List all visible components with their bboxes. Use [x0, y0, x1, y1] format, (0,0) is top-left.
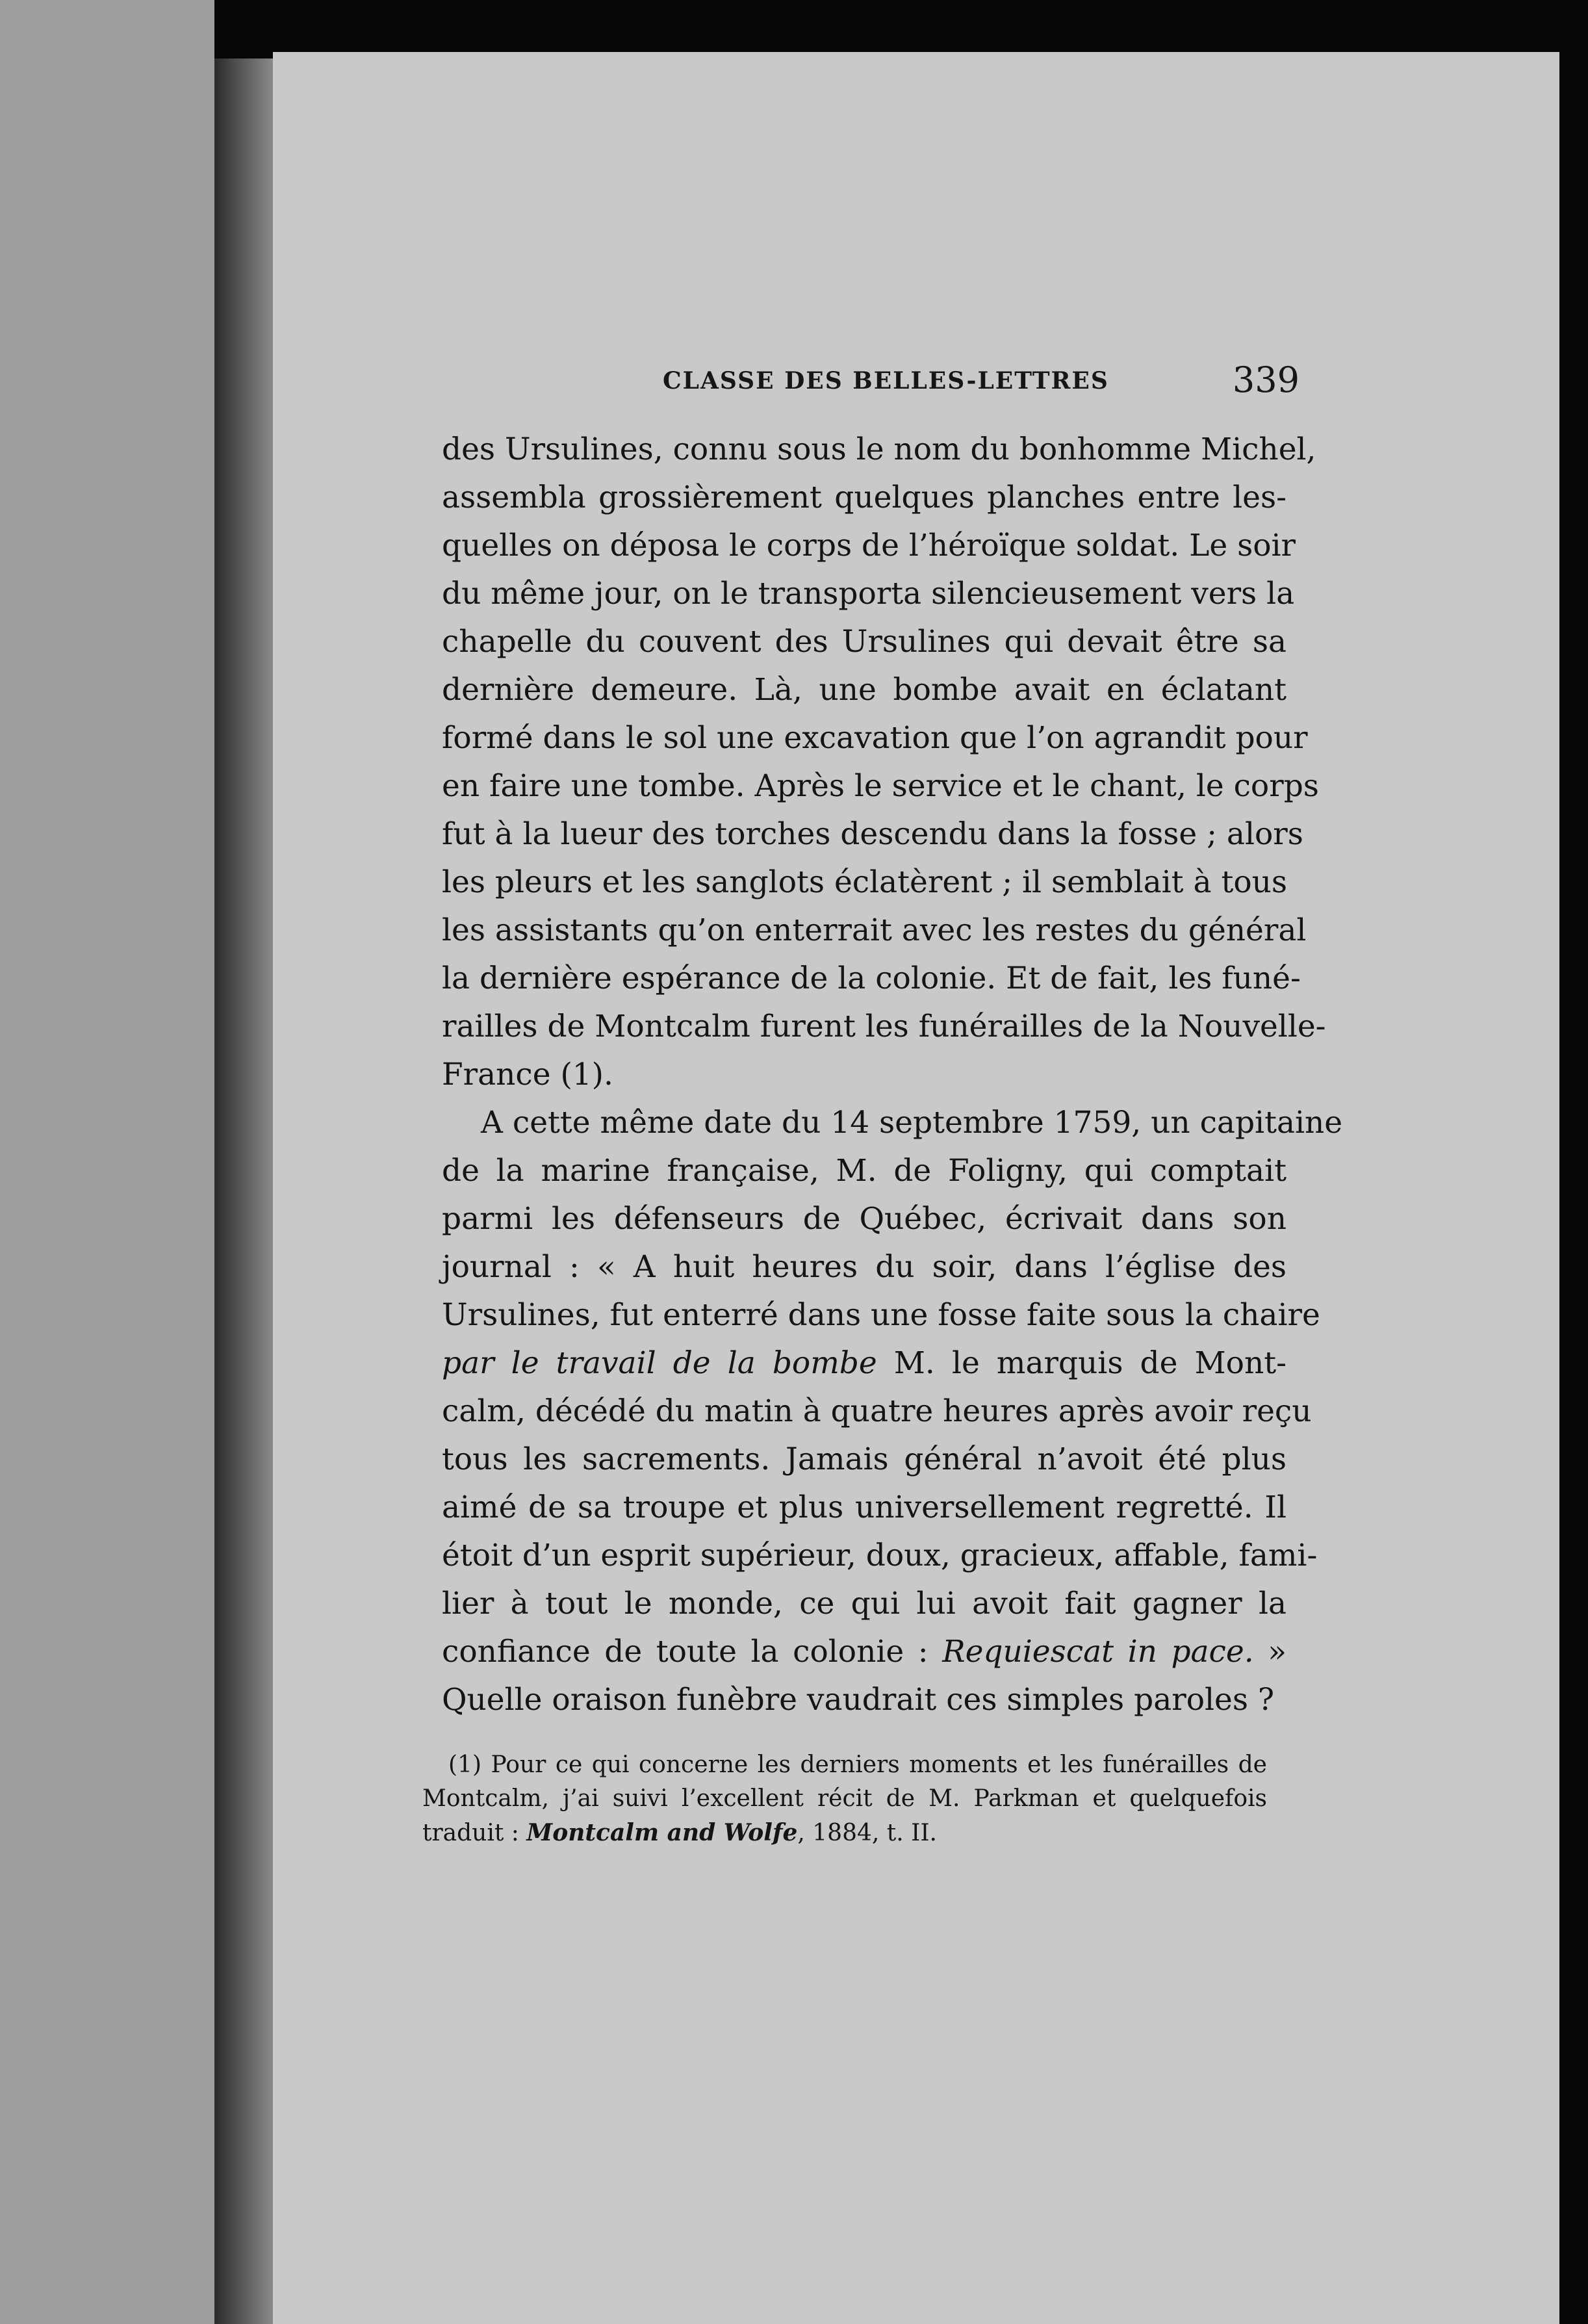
- text-line: dernière demeure. Là, une bombe avait en éclatant: [442, 672, 1287, 708]
- text-line: railles de Montcalm furent les funérailles de la Nouvelle-: [442, 1009, 1326, 1044]
- text-line: France (1).: [442, 1057, 613, 1092]
- text-line: Quelle oraison funèbre vaudrait ces simples paroles ?: [442, 1682, 1275, 1718]
- text-line: lier à tout le monde, ce qui lui avoit fait gagner la: [442, 1586, 1287, 1621]
- text-line: du même jour, on le transporta silencieusement vers la: [442, 576, 1295, 612]
- text-line: calm, décédé du matin à quatre heures après avoir reçu: [442, 1393, 1312, 1429]
- italic-book-title: Montcalm and Wolfe: [526, 1819, 798, 1846]
- footnote-line: Montcalm, j’ai suivi l’excellent récit de M. Parkman et quelquefois: [422, 1785, 1267, 1812]
- text-fragment: confiance de toute la colonie :: [442, 1634, 943, 1670]
- text-line: [442, 1628, 1287, 1676]
- text-line: Ursulines, fut enterré dans une fosse faite sous la chaire: [442, 1297, 1320, 1333]
- running-head: CLASSE DES BELLES-LETTRES: [663, 367, 1109, 394]
- footnote: [422, 1748, 1267, 1850]
- text-fragment: »: [1253, 1634, 1287, 1670]
- text-line: quelles on déposa le corps de l’héroïque soldat. Le soir: [442, 528, 1296, 563]
- text-line: A cette même date du 14 septembre 1759, un capitaine: [481, 1105, 1343, 1141]
- left-page-edge: [0, 0, 214, 2324]
- text-line: journal : « A huit heures du soir, dans l’église des: [442, 1249, 1287, 1285]
- footnote-line: [422, 1816, 1267, 1850]
- text-line: les assistants qu’on enterrait avec les restes du général: [442, 912, 1307, 948]
- italic-quote: par le travail de la bombe: [442, 1345, 877, 1381]
- text-line: aimé de sa troupe et plus universellement regretté. Il: [442, 1490, 1287, 1525]
- text-line: assembla grossièrement quelques planches entre les-: [442, 480, 1287, 515]
- text-line: [442, 1339, 1287, 1388]
- text-line: chapelle du couvent des Ursulines qui devait être sa: [442, 624, 1287, 660]
- text-fragment: , 1884, t. II.: [797, 1820, 938, 1846]
- page-header: [403, 354, 1300, 406]
- text-line: la dernière espérance de la colonie. Et de fait, les funé-: [442, 961, 1301, 996]
- text-fragment: traduit :: [422, 1820, 527, 1846]
- text-line: fut à la lueur des torches descendu dans la fosse ; alors: [442, 816, 1303, 852]
- page-number: 339: [1232, 359, 1300, 400]
- italic-latin: Requiescat in pace.: [942, 1634, 1254, 1670]
- book-spine: [214, 58, 273, 2324]
- text-line: tous les sacrements. Jamais général n’avoit été plus: [442, 1441, 1287, 1477]
- text-line: les pleurs et les sanglots éclatèrent ; il semblait à tous: [442, 864, 1288, 900]
- text-line: formé dans le sol une excavation que l’on agrandit pour: [442, 720, 1308, 756]
- footnote-line: (1) Pour ce qui concerne les derniers moments et les funérailles de: [448, 1751, 1267, 1778]
- text-fragment: M. le marquis de Mont-: [877, 1345, 1287, 1381]
- text-line: de la marine française, M. de Foligny, qui comptait: [442, 1153, 1287, 1189]
- text-line: parmi les défenseurs de Québec, écrivait dans son: [442, 1201, 1287, 1237]
- body-text: [442, 426, 1343, 1724]
- text-line: en faire une tombe. Après le service et le chant, le corps: [442, 768, 1319, 804]
- text-line: étoit d’un esprit supérieur, doux, gracieux, affable, fami-: [442, 1538, 1318, 1573]
- text-line: des Ursulines, connu sous le nom du bonhomme Michel,: [442, 432, 1316, 467]
